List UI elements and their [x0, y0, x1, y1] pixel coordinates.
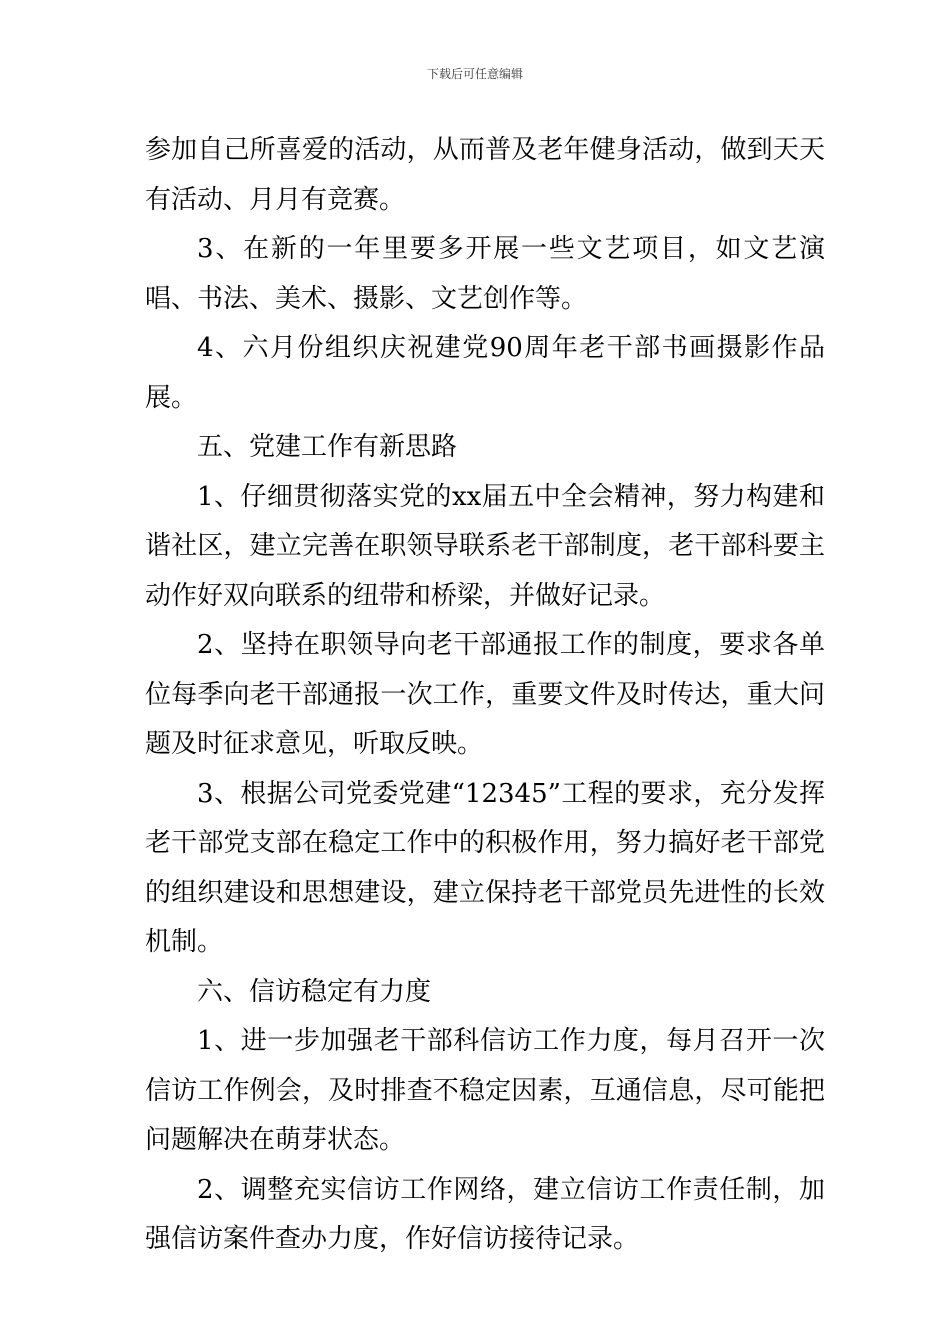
paragraph-continuation: 参加自己所喜爱的活动，从而普及老年健身活动，做到天天有活动、月月有竞赛。	[145, 135, 825, 215]
paragraph-party-item-2: 2、坚持在职领导向老干部通报工作的制度，要求各单位每季向老干部通报一次工作，重要文件及时传达，重大问题及时征求意见，听取反映。	[145, 630, 825, 759]
paragraph-petition-item-1: 1、进一步加强老干部科信访工作力度，每月召开一次信访工作例会，及时排查不稳定因素，互通信息，尽可能把问题解决在萌芽状态。	[145, 1026, 825, 1155]
section-heading-party-building: 五、党建工作有新思路	[197, 432, 458, 462]
section-heading-petition: 六、信访稳定有力度	[197, 976, 432, 1007]
page-header: 下载后可任意编辑	[426, 67, 523, 81]
paragraph-party-item-1: 1、仔细贯彻落实党的xx届五中全会精神，努力构建和谐社区，建立完善在职领导联系老干部制度，老干部科要主动作好双向联系的纽带和桥梁，并做好记录。	[145, 481, 825, 611]
document-body	[145, 126, 825, 1265]
paragraph-item-3-arts: 3、在新的一年里要多开展一些文艺项目，如文艺演唱、书法、美术、摄影、文艺创作等。	[145, 234, 825, 314]
paragraph-party-item-3: 3、根据公司党委党建“12345”工程的要求，充分发挥老干部党支部在稳定工作中的积极作用，努力搞好老干部党的组织建设和思想建设，建立保持老干部党员先进性的长效机制。	[145, 778, 825, 957]
paragraph-item-4-exhibition: 4、六月份组织庆祝建党90周年老干部书画摄影作品展。	[145, 333, 825, 413]
paragraph-petition-item-2: 2、调整充实信访工作网络，建立信访工作责任制，加强信访案件查办力度，作好信访接待记录。	[145, 1174, 825, 1254]
